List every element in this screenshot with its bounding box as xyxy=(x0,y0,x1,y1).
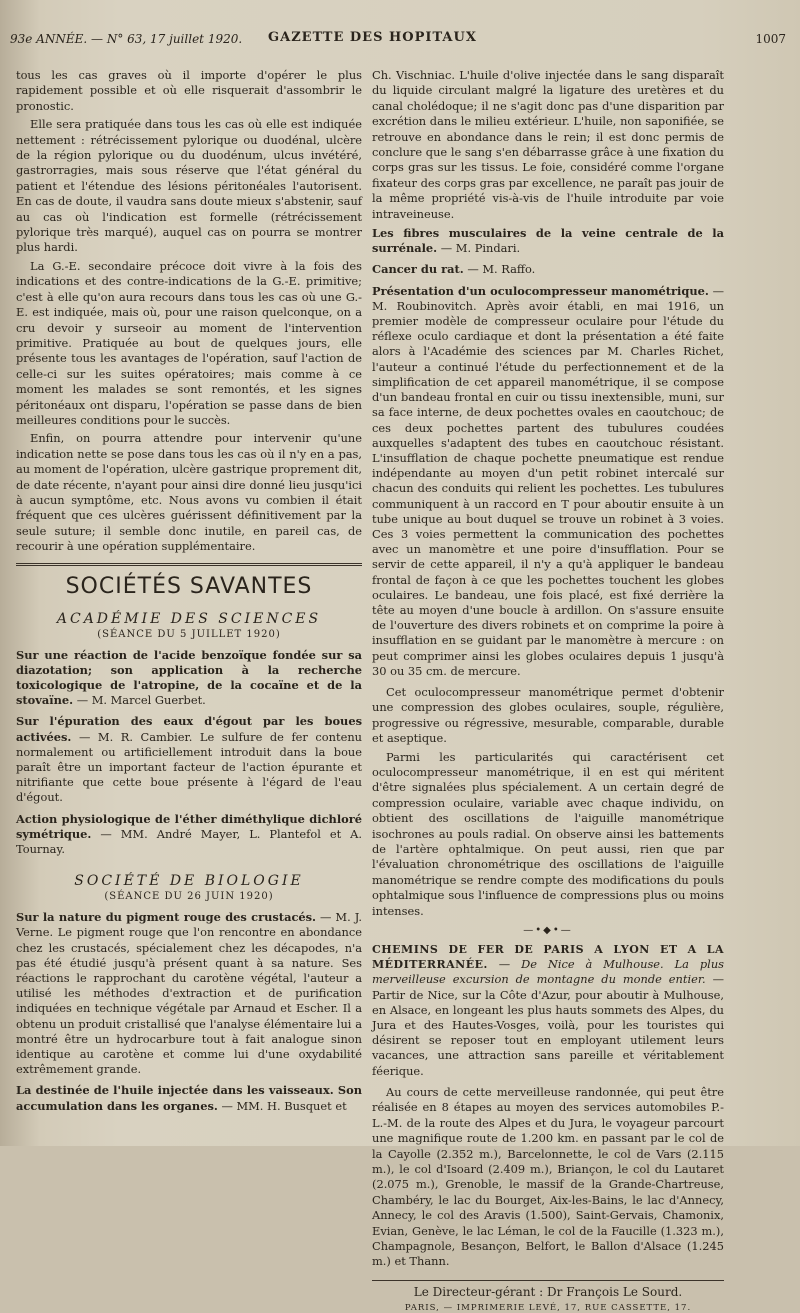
paragraph: Cet oculocompresseur manométrique permet d'obtenir une compression des globes oculaires, souple, régulière, progressive ou régressive, mesurable, comparable, durable et aseptique. xyxy=(372,684,724,746)
entry-title: Présentation d'un oculocompresseur manométrique. xyxy=(372,283,709,298)
communication-entry xyxy=(16,812,362,858)
society-heading: SOCIÉTÉ DE BIOLOGIE xyxy=(74,873,304,890)
page-header xyxy=(10,30,786,50)
communication-entry xyxy=(372,284,724,679)
director-signature: Le Directeur-gérant : Dr François Le Sourd. xyxy=(372,1280,724,1299)
entry-author: — MM. H. Busquet et xyxy=(217,1098,347,1113)
communication-entry xyxy=(16,714,362,805)
paragraph: Ch. Vischniac. L'huile d'olive injectée dans le sang disparaît du liquide circulant malgré la ligature des uretères et du canal cholédoque; il ne s'agit donc pas d'une disparition par excrétion dans le milieu extérieur. L'huile, non saponifiée, se retrouve en abondance dans le rein; il est donc permis de conclure que le sang s'en débarrasse grâce à une fixation du corps gras sur les tissus. Le foie, considéré comme l'organe fixateur des corps gras par excellence, ne paraît pas jouir de la même propriété vis-à-vis de l'huile introduite par voie intraveineuse. xyxy=(372,68,724,221)
entry-author: — M. Pindari. xyxy=(437,241,521,256)
notice-subtitle: — De Nice à Mulhouse. La plus merveilleuse excursion de montagne du monde entier. xyxy=(372,957,724,987)
entry-title: Cancer du rat. xyxy=(372,262,464,277)
entry-title: Sur une réaction de l'acide benzoïque fondée sur sa diazotation; son application à la recherche toxicologique de l'atropine, de la cocaïne et de la stovaïne. xyxy=(16,647,362,708)
entry-text: — M. Roubinovitch. Après avoir établi, en mai 1916, un premier modèle de compresseur oculaire pour l'étude du réflexe oculo cardiaque et dont la présentation a été faite alors à l'Académie des sciences par M. Charles Richet, l'auteur a continué l'étude du perfectionnement et de la simplification de cet appareil manométrique, il se compose d'un bandeau frontal en cuir ou tissu inextensible, muni, sur sa face interne, de deux pochettes ovales en caoutchouc; de ces deux pochettes partent des tubulures coudées auxquelles s'adaptent des tubes en caoutchouc résistant. L'insufflation de chaque pochette pneumatique est rendue indépendante au moyen d'un petit robinet intercalé sur chacun des conduits qui relient les pochettes. Les tubulures communiquent à un raccord en T pour aboutir ensuite à un tube unique au bout duquel se trouve un robinet à 3 voies. Ces 3 voies permettent la communication des pochettes avec un manomètre et une poire d'insufflation. Pour se servir de cette appareil, il n'y a qu'à appliquer le bandeau frontal de façon à ce que les pochettes touchent les globes oculaires. Le bandeau, une fois placé, est fixé derrière la tête au moyen d'une boucle à ardillon. On s'assure ensuite de l'ouverture des divers robinets et on comprime la poire à insufflation en se guidant par le manomètre à mercure : on peut comprimer ainsi les globes oculaires depuis 1 jusqu'à 30 ou 35 cm. de mercure. xyxy=(372,283,724,678)
section-title: SOCIÉTÉS SAVANTES xyxy=(65,573,313,599)
paragraph: tous les cas graves où il importe d'opérer le plus rapidement possible et où elle risquerait d'assombrir le pronostic. xyxy=(16,68,362,113)
communication-entry xyxy=(16,648,362,709)
entry-title: La destinée de l'huile injectée dans les vaisseaux. Son accumulation dans les organes. xyxy=(16,1083,362,1113)
paragraph: Au cours de cette merveilleuse randonnée, qui peut être réalisée en 8 étapes au moyen des services automobiles P.-L.-M. de la route des Alpes et du Jura, le voyageur parcourt une magnifique route de 1.200 km. en passant par le col de la Cayolle (2.352 m.), Barcelonnette, le col de Vars (2.115 m.), le col d'Isoard (2.409 m.), Briançon, le col du Lautaret (2.075 m.), Grenoble, le massif de la Grande-Chartreuse, Chambéry, le lac du Bourget, Aix-les-Bains, le lac d'Annecy, Annecy, le col des Aravis (1.500), Saint-Gervais, Chamonix, Evian, Genève, le lac Léman, le col de la Faucille (1.323 m.), Champagnole, Besançon, Belfort, le Ballon d'Alsace (1.245 m.) et Thann. xyxy=(372,1084,724,1269)
entry-text: — M. R. Cambier. Le sulfure de fer contenu normalement ou artificiellement introduit dans la boue paraît être un important facteur de l'action épurante et nitrifiante que cette boue présente à l'égard de l'eau d'égout. xyxy=(16,729,362,805)
communication-entry xyxy=(372,226,724,256)
society-heading: ACADÉMIE DES SCIENCES xyxy=(56,610,322,627)
notice-text: — Partir de Nice, sur la Côte d'Azur, pour aboutir à Mulhouse, en Alsace, en longeant les plus hauts sommets des Alpes, du Jura et des Hautes-Vosges, voilà, pour les touristes qui désirent se reposer tout en employant utilement leurs vacances, une attraction sans pareille et véritablement féerique. xyxy=(372,972,725,1078)
entry-title: Action physiologique de l'éther diméthylique dichloré symétrique. xyxy=(16,811,362,841)
ornament-divider: —•◆•— xyxy=(523,925,573,937)
entry-title: Sur la nature du pigment rouge des crustacés. xyxy=(16,910,317,925)
entry-title: Les fibres musculaires de la veine centrale de la surrénale. xyxy=(372,226,724,256)
paragraph: La G.-E. secondaire précoce doit vivre à la fois des indications et des contre-indications de la G.-E. primitive; c'est à elle qu'on aura recours dans tous les cas où une G.-E. est indiquée, mais où, pour une raison quelconque, on a cru devoir y surseoir au moment de l'intervention primitive. Pratiquée au bout de quelques jours, elle présente tous les avantages de l'opération, sauf l'action de celle-ci sur les suites opératoires; mais comme à ce moment les malades se sont remontés, et les signes péritonéaux ont disparu, l'opération se passe dans de bien meilleures conditions pour le succès. xyxy=(16,258,362,427)
entry-author: — M. Raffo. xyxy=(463,262,536,277)
paragraph: Enfin, on pourra attendre pour intervenir qu'une indication nette se pose dans tous les cas où il n'y en a pas, au moment de l'opération, ulcère gastrique proprement dit, de date récente, n'ayant pour ainsi dire donné lieu jusqu'ici à aucun symptôme, etc. Nous avons vu combien il était fréquent que ces ulcères guérissent définitivement par la seule suture; il semble donc inutile, en pareil cas, de recourir à une opération supplémentaire. xyxy=(16,431,362,554)
session-date: (SÉANCE DU 26 JUIN 1920) xyxy=(104,891,274,903)
left-column xyxy=(16,68,362,1138)
paragraph: Elle sera pratiquée dans tous les cas où elle est indiquée nettement : rétrécissement pylorique ou duodénal, ulcère de la région pylorique ou du duodénum, ulcus invétéré, gastrorragies, mais sous réserve que l'état général du patient et l'étendue des lésions péritonéales l'autorisent. En cas de doute, il vaudra sans doute mieux s'abstenir, sauf au cas où l'indication est formelle (rétrécissement pylorique très marqué), auquel cas on pourra se montrer plus hardi. xyxy=(16,117,362,255)
printer-line: PARIS, — IMPRIMERIE LEVÉ, 17, RUE CASSETTE, 17. xyxy=(404,1302,692,1313)
section-divider xyxy=(16,563,362,566)
communication-entry xyxy=(16,1083,362,1113)
entry-title: Sur l'épuration des eaux d'égout par les boues activées. xyxy=(16,714,362,744)
paragraph: Parmi les particularités qui caractérisent cet oculocompresseur manométrique, il en est qui méritent d'être signalées plus spécialement. A un certain degré de compression oculaire, variable avec chaque individu, on obtient des oscillations de l'aiguille manométrique isochrones au pouls radial. On observe ainsi les battements de l'artère ophtalmique. On peut aussi, rien que par l'évaluation chronométrique des oscillations de l'aiguille manométrique se rendre compte des modifications du pouls ophtalmique sous l'influence de compressions plus ou moins intenses. xyxy=(372,749,724,918)
entry-author: — MM. André Mayer, L. Plantefol et A. Tournay. xyxy=(16,826,362,857)
entry-text: — M. J. Verne. Le pigment rouge que l'on rencontre en abondance chez les crustacés, spécialement chez les décapodes, n'a pas été étudié jusqu'à présent quant à sa nature. Ses réactions le rapprochant du carotène végétal, l'auteur a utilisé les méthodes d'extraction et de purification indiquées en technique végétale par Arnaud et Escher. Il a obtenu un produit cristallisé que l'analyse élémentaire lui a montré être un hydrocarbure tout à fait analogue sinon identique au carotène et comme lui d'une oxydabilité extrêmement grande. xyxy=(16,910,363,1077)
notice-heading: CHEMINS DE FER DE PARIS A LYON ET A LA MÉDITERRANÉE. xyxy=(372,943,724,972)
railway-notice xyxy=(372,942,724,1079)
entry-author: — M. Marcel Guerbet. xyxy=(73,693,206,708)
communication-entry xyxy=(372,262,724,277)
journal-title: GAZETTE DES HOPITAUX xyxy=(268,30,477,45)
issue-info: 93e ANNÉE. — N° 63, 17 juillet 1920. xyxy=(10,32,243,46)
page-number: 1007 xyxy=(755,32,786,46)
communication-entry xyxy=(16,910,362,1077)
session-date: (SÉANCE DU 5 JUILLET 1920) xyxy=(97,628,281,640)
right-column xyxy=(372,68,725,1313)
